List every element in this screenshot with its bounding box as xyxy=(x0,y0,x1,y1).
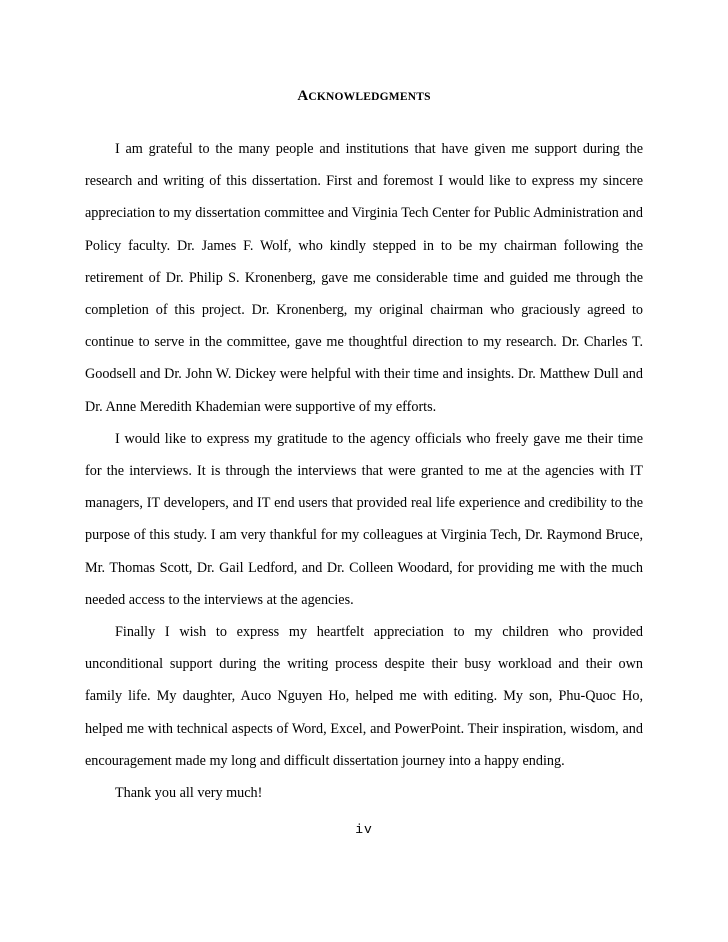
paragraph-family: Finally I wish to express my heartfelt appreciation to my children who provided unconditional support during the writing process despite their busy workload and their own family life. My daughter, Auco Nguyen Ho, helped me with editing. My son, Phu-Quoc Ho, helped me with technical aspects of Word, Excel, and PowerPoint. Their inspiration, wisdom, and encouragement made my long and difficult dissertation journey into a happy ending. xyxy=(85,624,643,769)
title-rest: CKNOWLEDGMENTS xyxy=(308,91,431,103)
paragraph-committee: I am grateful to the many people and institutions that have given me support during the research and writing of this dissertation. First and foremost I would like to express my sincere appreciation to my dissertation committee and Virginia Tech Center for Public Administration and Policy faculty. Dr. James F. Wolf, who kindly stepped in to be my chairman following the retirement of Dr. Philip S. Kronenberg, gave me considerable time and guided me through the completion of this project. Dr. Kronenberg, my original chairman who graciously agreed to continue to serve in the committee, gave me thoughtful direction to my research. Dr. Charles T. Goodsell and Dr. John W. Dickey were helpful with their time and insights. Dr. Matthew Dull and Dr. Anne Meredith Khademian were supportive of my efforts. xyxy=(85,141,643,415)
document-body xyxy=(85,133,643,809)
page-number: iv xyxy=(355,822,373,837)
paragraph-closing: Thank you all very much! xyxy=(115,785,263,802)
page-title xyxy=(0,88,728,105)
paragraph-agencies: I would like to express my gratitude to the agency officials who freely gave me their time for the interviews. It is through the interviews that were granted to me at the agencies with IT managers, IT developers, and IT end users that provided real life experience and credibility to the purpose of this study. I am very thankful for my colleagues at Virginia Tech, Dr. Raymond Bruce, Mr. Thomas Scott, Dr. Gail Ledford, and Dr. Colleen Woodard, for providing me with the much needed access to the interviews at the agencies. xyxy=(85,430,643,608)
title-initial: A xyxy=(297,88,309,104)
